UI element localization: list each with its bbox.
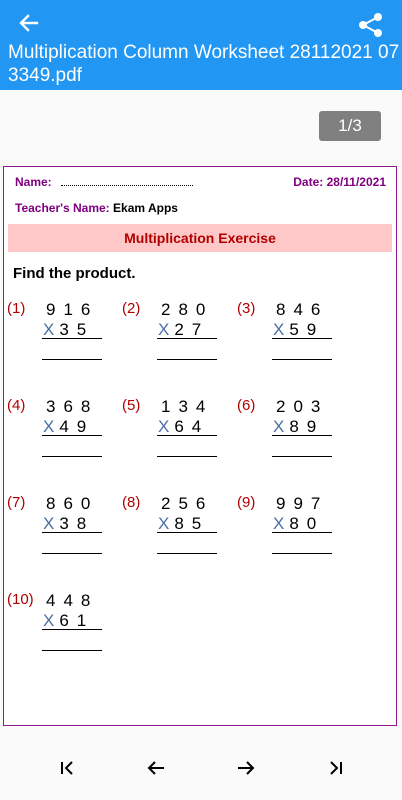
next-page-icon bbox=[236, 759, 256, 777]
problem bbox=[7, 494, 117, 564]
product-line bbox=[42, 629, 102, 630]
next-page-button[interactable] bbox=[231, 754, 261, 782]
multiplier-row bbox=[43, 611, 94, 631]
problem bbox=[122, 300, 232, 370]
problem bbox=[237, 397, 347, 467]
times-symbol: X bbox=[158, 320, 175, 339]
date-label: Date: 28/11/2021 bbox=[293, 175, 386, 189]
answer-line bbox=[272, 456, 332, 457]
problem-number: (7) bbox=[7, 494, 26, 511]
multiplier-row bbox=[273, 514, 324, 534]
multiplier: 35 bbox=[59, 320, 95, 339]
problem-number: (2) bbox=[122, 300, 141, 317]
multiplicand: 134 bbox=[161, 397, 214, 416]
instruction: Find the product. bbox=[13, 265, 136, 282]
share-icon bbox=[358, 12, 384, 38]
exercise-banner: Multiplication Exercise bbox=[8, 224, 392, 252]
problem-number: (6) bbox=[237, 397, 256, 414]
product-line bbox=[272, 532, 332, 533]
problem bbox=[7, 591, 117, 661]
product-line bbox=[157, 435, 217, 436]
product-line bbox=[272, 338, 332, 339]
product-line bbox=[157, 338, 217, 339]
problem bbox=[237, 494, 347, 564]
multiplier-row bbox=[273, 320, 324, 340]
first-page-button[interactable] bbox=[52, 754, 82, 782]
product-line bbox=[42, 435, 102, 436]
multiplier: 59 bbox=[289, 320, 325, 339]
teacher-name: Ekam Apps bbox=[113, 201, 178, 215]
answer-line bbox=[272, 553, 332, 554]
times-symbol: X bbox=[43, 320, 60, 339]
multiplier-row bbox=[43, 417, 94, 437]
multiplier: 89 bbox=[289, 417, 325, 436]
multiplier: 85 bbox=[174, 514, 210, 533]
times-symbol: X bbox=[273, 514, 290, 533]
multiplier-row bbox=[43, 320, 94, 340]
problem bbox=[7, 300, 117, 370]
problem-number: (1) bbox=[7, 300, 26, 317]
multiplicand: 368 bbox=[46, 397, 99, 416]
times-symbol: X bbox=[273, 417, 290, 436]
answer-line bbox=[42, 650, 102, 651]
product-line bbox=[42, 532, 102, 533]
multiplicand: 916 bbox=[46, 300, 99, 319]
last-page-icon bbox=[327, 759, 345, 777]
times-symbol: X bbox=[43, 514, 60, 533]
multiplier: 80 bbox=[289, 514, 325, 533]
multiplicand: 860 bbox=[46, 494, 99, 513]
answer-line bbox=[157, 553, 217, 554]
answer-line bbox=[42, 456, 102, 457]
multiplier: 27 bbox=[174, 320, 210, 339]
multiplicand: 256 bbox=[161, 494, 214, 513]
problem-number: (9) bbox=[237, 494, 256, 511]
app-bar bbox=[0, 0, 402, 90]
answer-line bbox=[157, 359, 217, 360]
previous-page-icon bbox=[146, 759, 166, 777]
problem-number: (3) bbox=[237, 300, 256, 317]
times-symbol: X bbox=[43, 611, 60, 630]
product-line bbox=[157, 532, 217, 533]
arrow-back-icon bbox=[19, 13, 39, 33]
first-page-icon bbox=[58, 759, 76, 777]
previous-page-button[interactable] bbox=[141, 754, 171, 782]
multiplier-row bbox=[158, 514, 209, 534]
product-line bbox=[42, 338, 102, 339]
multiplicand: 280 bbox=[161, 300, 214, 319]
multiplier: 61 bbox=[59, 611, 95, 630]
answer-line bbox=[272, 359, 332, 360]
multiplier: 64 bbox=[174, 417, 210, 436]
page-indicator: 1/3 bbox=[319, 111, 381, 141]
times-symbol: X bbox=[273, 320, 290, 339]
multiplier-row bbox=[273, 417, 324, 437]
multiplier: 38 bbox=[59, 514, 95, 533]
problem bbox=[7, 397, 117, 467]
answer-line bbox=[42, 359, 102, 360]
problem-number: (4) bbox=[7, 397, 26, 414]
problem bbox=[122, 494, 232, 564]
multiplier-row bbox=[43, 514, 94, 534]
name-blank-line bbox=[61, 185, 193, 186]
problem bbox=[122, 397, 232, 467]
page-navigation-bar bbox=[0, 730, 402, 800]
multiplier-row bbox=[158, 320, 209, 340]
multiplicand: 203 bbox=[276, 397, 329, 416]
times-symbol: X bbox=[158, 417, 175, 436]
answer-line bbox=[42, 553, 102, 554]
multiplicand: 846 bbox=[276, 300, 329, 319]
product-line bbox=[272, 435, 332, 436]
teacher-label: Teacher's Name: bbox=[15, 201, 110, 215]
document-title: Multiplication Column Worksheet 28112021 073349.pdf bbox=[8, 42, 400, 86]
problem-number: (5) bbox=[122, 397, 141, 414]
problem-number: (10) bbox=[7, 591, 34, 608]
problem-number: (8) bbox=[122, 494, 141, 511]
problem bbox=[237, 300, 347, 370]
multiplicand: 448 bbox=[46, 591, 99, 610]
multiplier-row bbox=[158, 417, 209, 437]
teacher-line bbox=[15, 201, 178, 215]
multiplicand: 997 bbox=[276, 494, 329, 513]
multiplier: 49 bbox=[59, 417, 95, 436]
times-symbol: X bbox=[43, 417, 60, 436]
worksheet-page bbox=[3, 166, 397, 726]
answer-line bbox=[157, 456, 217, 457]
back-button[interactable] bbox=[14, 10, 44, 36]
name-label: Name: bbox=[15, 175, 52, 189]
last-page-button[interactable] bbox=[321, 754, 351, 782]
times-symbol: X bbox=[158, 514, 175, 533]
share-button[interactable] bbox=[356, 10, 386, 40]
